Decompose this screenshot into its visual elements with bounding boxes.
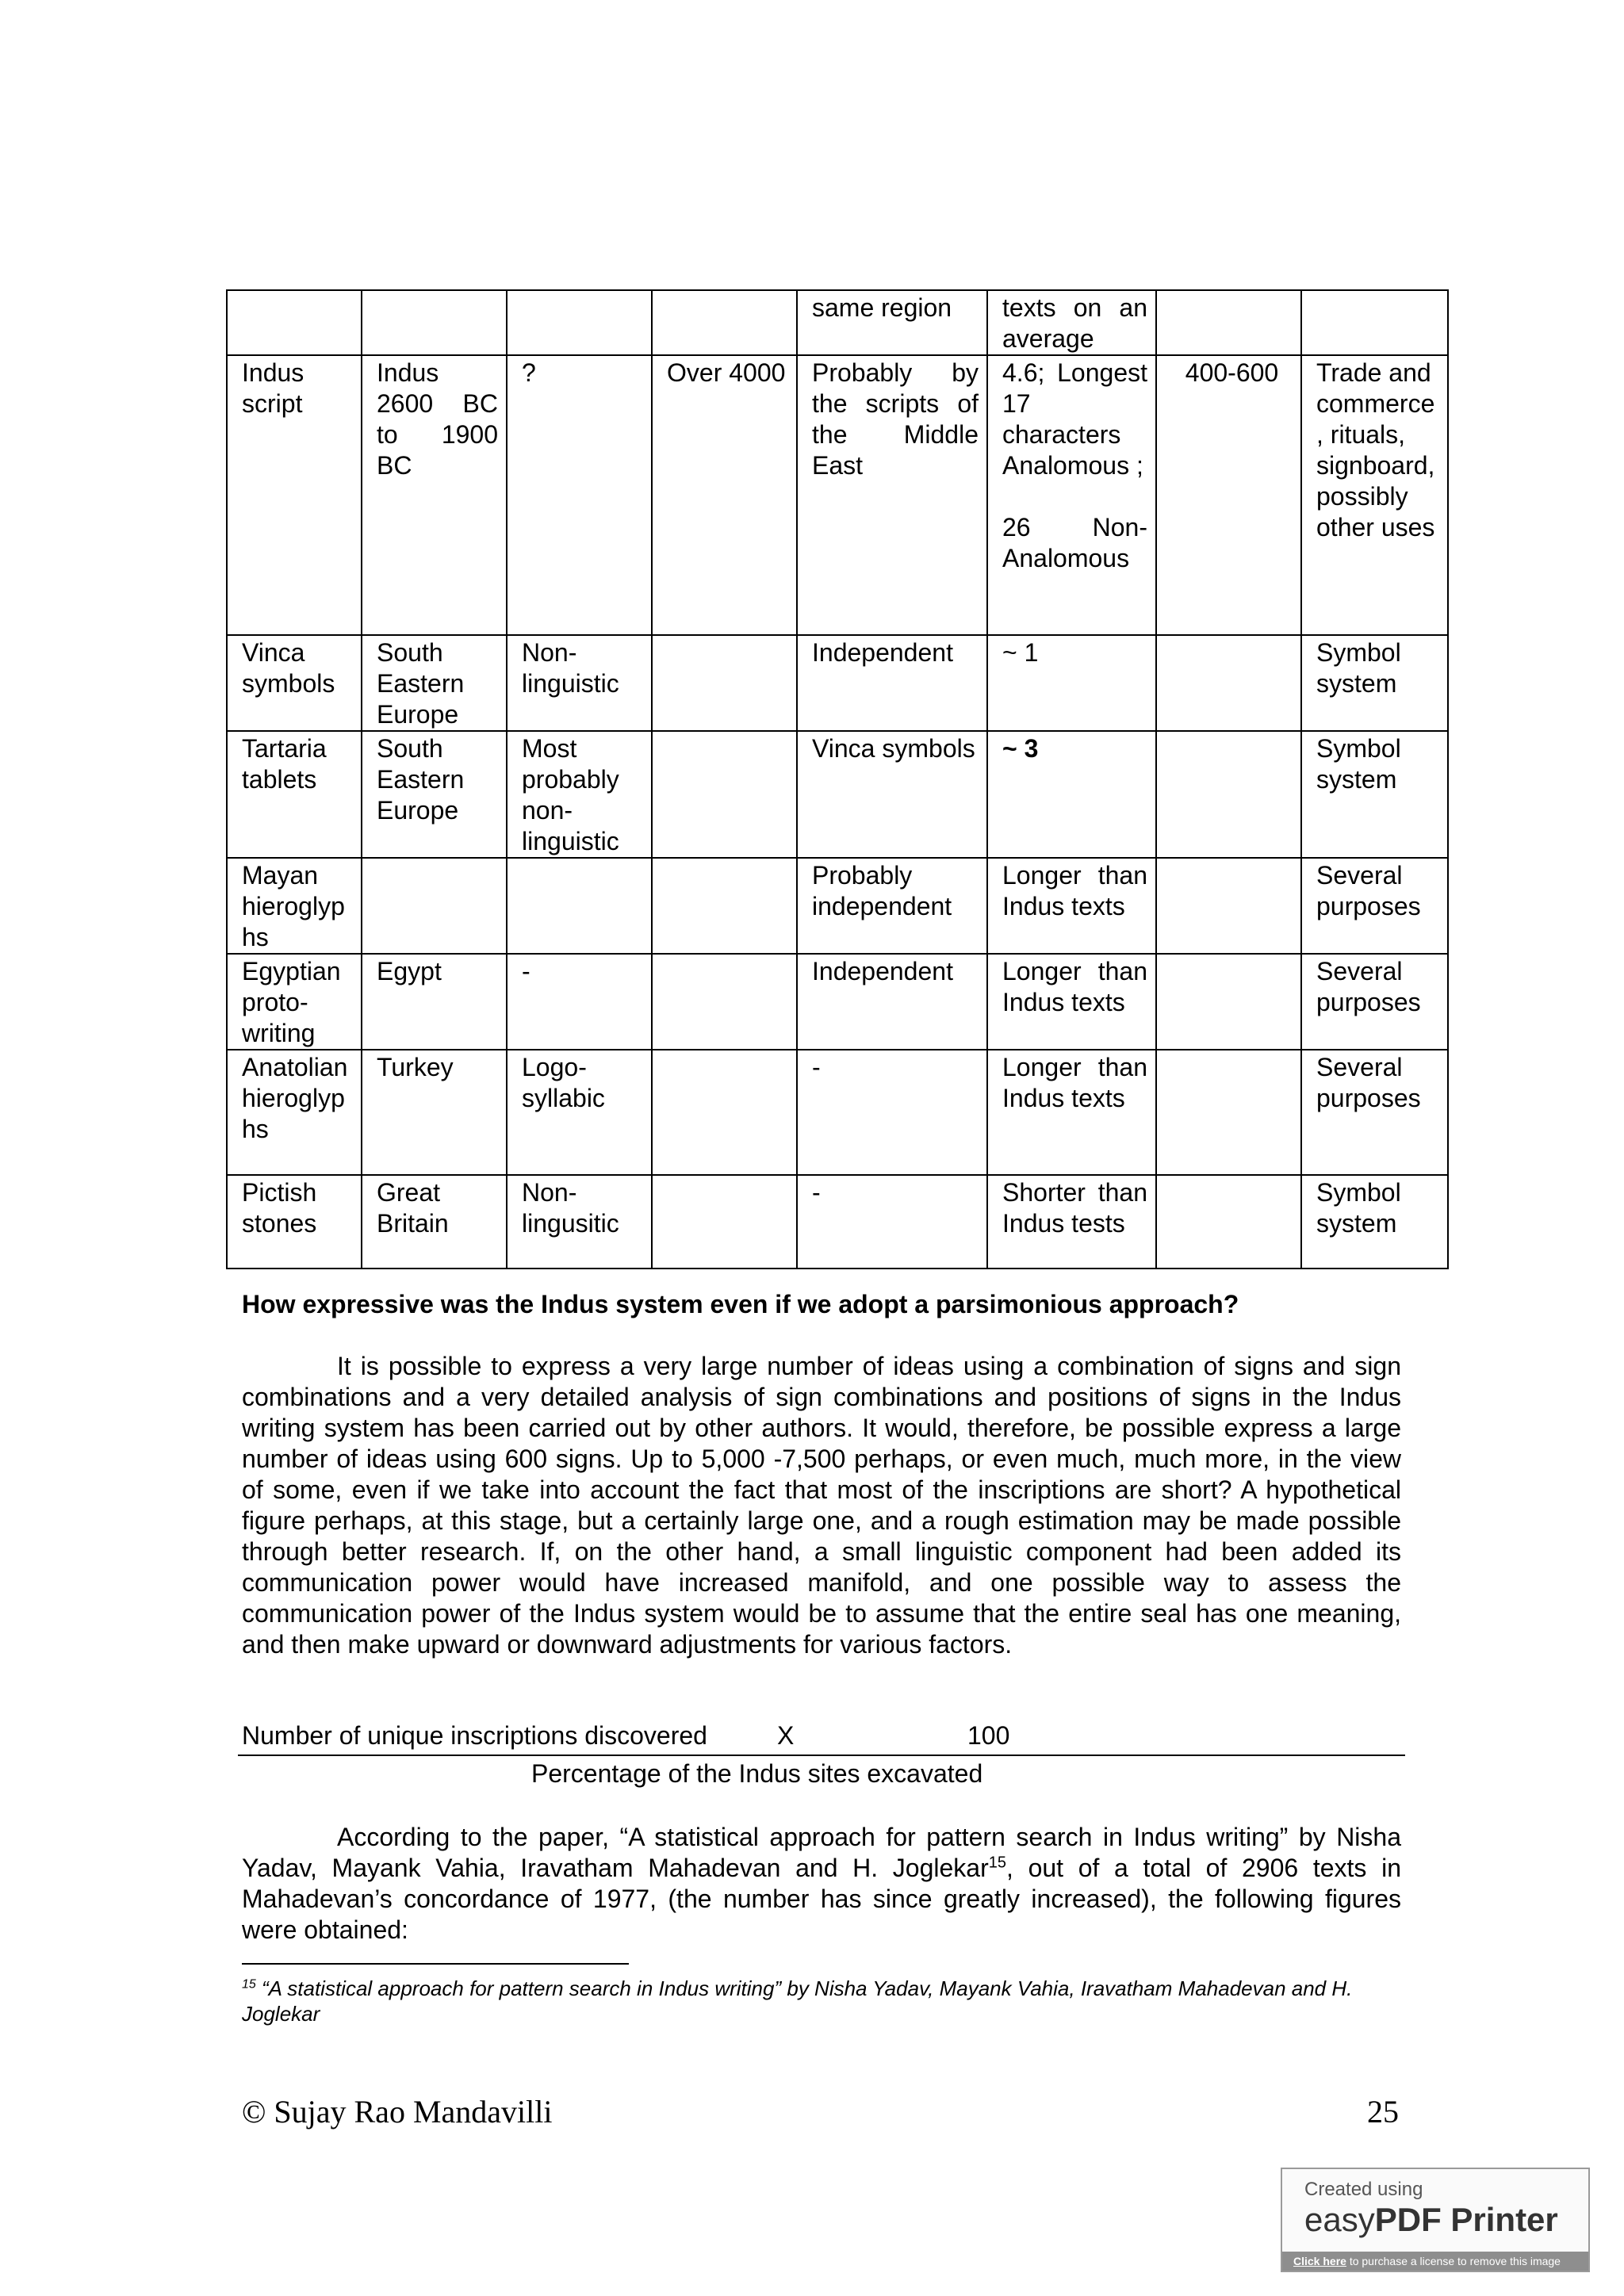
approx-count-bold: ~ 3: [1002, 734, 1039, 763]
indus-non-analomous-text: 26 Non-Analomous: [1002, 513, 1147, 572]
table-cell: Non-lingusitic: [507, 1175, 652, 1269]
table-cell: same region: [797, 290, 987, 355]
table-cell: Symbol system: [1301, 731, 1448, 858]
click-here-link[interactable]: Click here: [1293, 2255, 1346, 2267]
paragraph-text: According to the paper, “A statistical approach for pattern search in Indus writing” by Nisha Yadav, Mayank Vahia, Iravatham Mahadevan and H. Joglekar: [242, 1823, 1401, 1882]
table-cell: Pictish stones: [227, 1175, 362, 1269]
table-cell: Mayan hieroglyphs: [227, 858, 362, 954]
page-number: 25: [1367, 2094, 1399, 2130]
table-cell: Longer than Indus texts: [987, 1050, 1156, 1175]
table-cell: [1156, 1175, 1301, 1269]
table-cell: -: [507, 954, 652, 1050]
table-cell: [987, 731, 1156, 858]
badge-logo: [1304, 2201, 1558, 2239]
table-cell: Logo-syllabic: [507, 1050, 652, 1175]
body-paragraph: [242, 1351, 1401, 1660]
table-cell: -: [797, 1175, 987, 1269]
table-cell: [652, 858, 797, 954]
table-cell: Vinca symbols: [227, 635, 362, 731]
table-cell: Several purposes: [1301, 954, 1448, 1050]
table-row: [227, 858, 1448, 954]
table-cell: [652, 290, 797, 355]
table-cell: [652, 954, 797, 1050]
copyright-footer: © Sujay Rao Mandavilli: [242, 2094, 553, 2130]
formula-multiplier: 100: [967, 1721, 1010, 1750]
table-cell: Symbol system: [1301, 1175, 1448, 1269]
table-cell: Over 4000: [652, 355, 797, 635]
footnote: [242, 1976, 1401, 2026]
table-cell: Probably by the scripts of the Middle East: [797, 355, 987, 635]
table-row: [227, 1175, 1448, 1269]
table-cell: [507, 290, 652, 355]
table-cell: 400-600: [1156, 355, 1301, 635]
table-row: [227, 954, 1448, 1050]
table-cell: Probably independent: [797, 858, 987, 954]
table-row-indus: [227, 355, 1448, 635]
table-cell: [987, 355, 1156, 635]
table-cell: [1156, 635, 1301, 731]
badge-logo-light: easy: [1304, 2201, 1375, 2238]
table-cell: Independent: [797, 954, 987, 1050]
table-cell: Shorter than Indus tests: [987, 1175, 1156, 1269]
table-cell: [362, 858, 507, 954]
table-cell: South Eastern Europe: [362, 731, 507, 858]
table-cell: Longer than Indus texts: [987, 954, 1156, 1050]
table-row: [227, 1050, 1448, 1175]
pdf-printer-badge[interactable]: [1281, 2168, 1590, 2272]
indus-length-text: 4.6; Longest 17 characters Analomous ;: [1002, 358, 1147, 480]
body-paragraph: [242, 1822, 1401, 1946]
formula-denominator: Percentage of the Indus sites excavated: [531, 1759, 983, 1788]
table-cell: Longer than Indus texts: [987, 858, 1156, 954]
badge-license-bar[interactable]: [1282, 2252, 1588, 2271]
table-cell: [1156, 858, 1301, 954]
table-cell: Turkey: [362, 1050, 507, 1175]
table-cell: Independent: [797, 635, 987, 731]
table-cell: [652, 635, 797, 731]
table-row: [227, 290, 1448, 355]
table-cell: [652, 731, 797, 858]
formula: [238, 1720, 1405, 1793]
table-cell: [1156, 290, 1301, 355]
table-cell: Indus script: [227, 355, 362, 635]
table-row: [227, 731, 1448, 858]
table-cell: [362, 290, 507, 355]
table-cell: Egyptian proto-writing: [227, 954, 362, 1050]
formula-operator: X: [777, 1721, 795, 1750]
table-cell: [507, 858, 652, 954]
table-cell: Great Britain: [362, 1175, 507, 1269]
table-cell: Several purposes: [1301, 858, 1448, 954]
table-cell: Trade and commerce, rituals, signboard, possibly other uses: [1301, 355, 1448, 635]
table-cell: Tartaria tablets: [227, 731, 362, 858]
table-cell: Several purposes: [1301, 1050, 1448, 1175]
footnote-reference[interactable]: 15: [988, 1854, 1007, 1872]
table-cell: -: [797, 1050, 987, 1175]
table-cell: [1156, 731, 1301, 858]
table-row: [227, 635, 1448, 731]
table-cell: ~ 1: [987, 635, 1156, 731]
table-cell: texts on an average: [987, 290, 1156, 355]
table-cell: Vinca symbols: [797, 731, 987, 858]
table-cell: Anatolian hieroglyphs: [227, 1050, 362, 1175]
fraction-bar: [238, 1755, 1405, 1756]
table-cell: [1301, 290, 1448, 355]
footnote-number: 15: [242, 1977, 256, 1992]
footnote-divider: [242, 1963, 629, 1965]
table-cell: South Eastern Europe: [362, 635, 507, 731]
formula-numerator: Number of unique inscriptions discovered: [242, 1721, 707, 1750]
table-cell: ?: [507, 355, 652, 635]
table-cell: [652, 1050, 797, 1175]
badge-caption: Created using: [1304, 2179, 1423, 2200]
paragraph-text: It is possible to express a very large number of ideas using a combination of signs and sign combinations and a very detailed analysis of sign combinations and positions of signs in the Indus writing system has been carried out by other authors. It would, therefore, be possible express a large number of ideas using 600 signs. Up to 5,000 -7,500 perhaps, or even much, much more, in the view of some, even if we take into account the fact that most of the inscriptions are short? A hypothetical figure perhaps, at this stage, but a certainly large one, and a rough estimation may be made possible through better research. If, on the other hand, a small linguistic component had been added its communication power would have increased manifold, and one possible way to assess the communication power of the Indus system would be to assume that the entire seal has one meaning, and then make upward or downward adjustments for various factors.: [242, 1352, 1401, 1659]
table-cell: [1156, 1050, 1301, 1175]
table-cell: Egypt: [362, 954, 507, 1050]
table-cell: [1156, 954, 1301, 1050]
badge-license-text: to purchase a license to remove this image: [1346, 2255, 1561, 2267]
table-cell: [652, 1175, 797, 1269]
footnote-text: “A statistical approach for pattern search in Indus writing” by Nisha Yadav, Mayank Vahia, Iravatham Mahadevan and H. Joglekar: [242, 1976, 1353, 2026]
table-cell: Most probably non-linguistic: [507, 731, 652, 858]
table-cell: Symbol system: [1301, 635, 1448, 731]
table-cell: [227, 290, 362, 355]
comparison-table: [226, 289, 1449, 1269]
table-cell: Indus 2600 BC to 1900 BC: [362, 355, 507, 635]
badge-logo-bold: PDF Printer: [1374, 2201, 1558, 2238]
paragraph-text: , out of a total of 2906 texts in Mahadevan’s concordance of 1977, (the number has since greatly increased), the following figures were obtained:: [242, 1854, 1402, 1944]
section-heading: How expressive was the Indus system even if we adopt a parsimonious approach?: [242, 1290, 1239, 1318]
table-cell: Non-linguistic: [507, 635, 652, 731]
